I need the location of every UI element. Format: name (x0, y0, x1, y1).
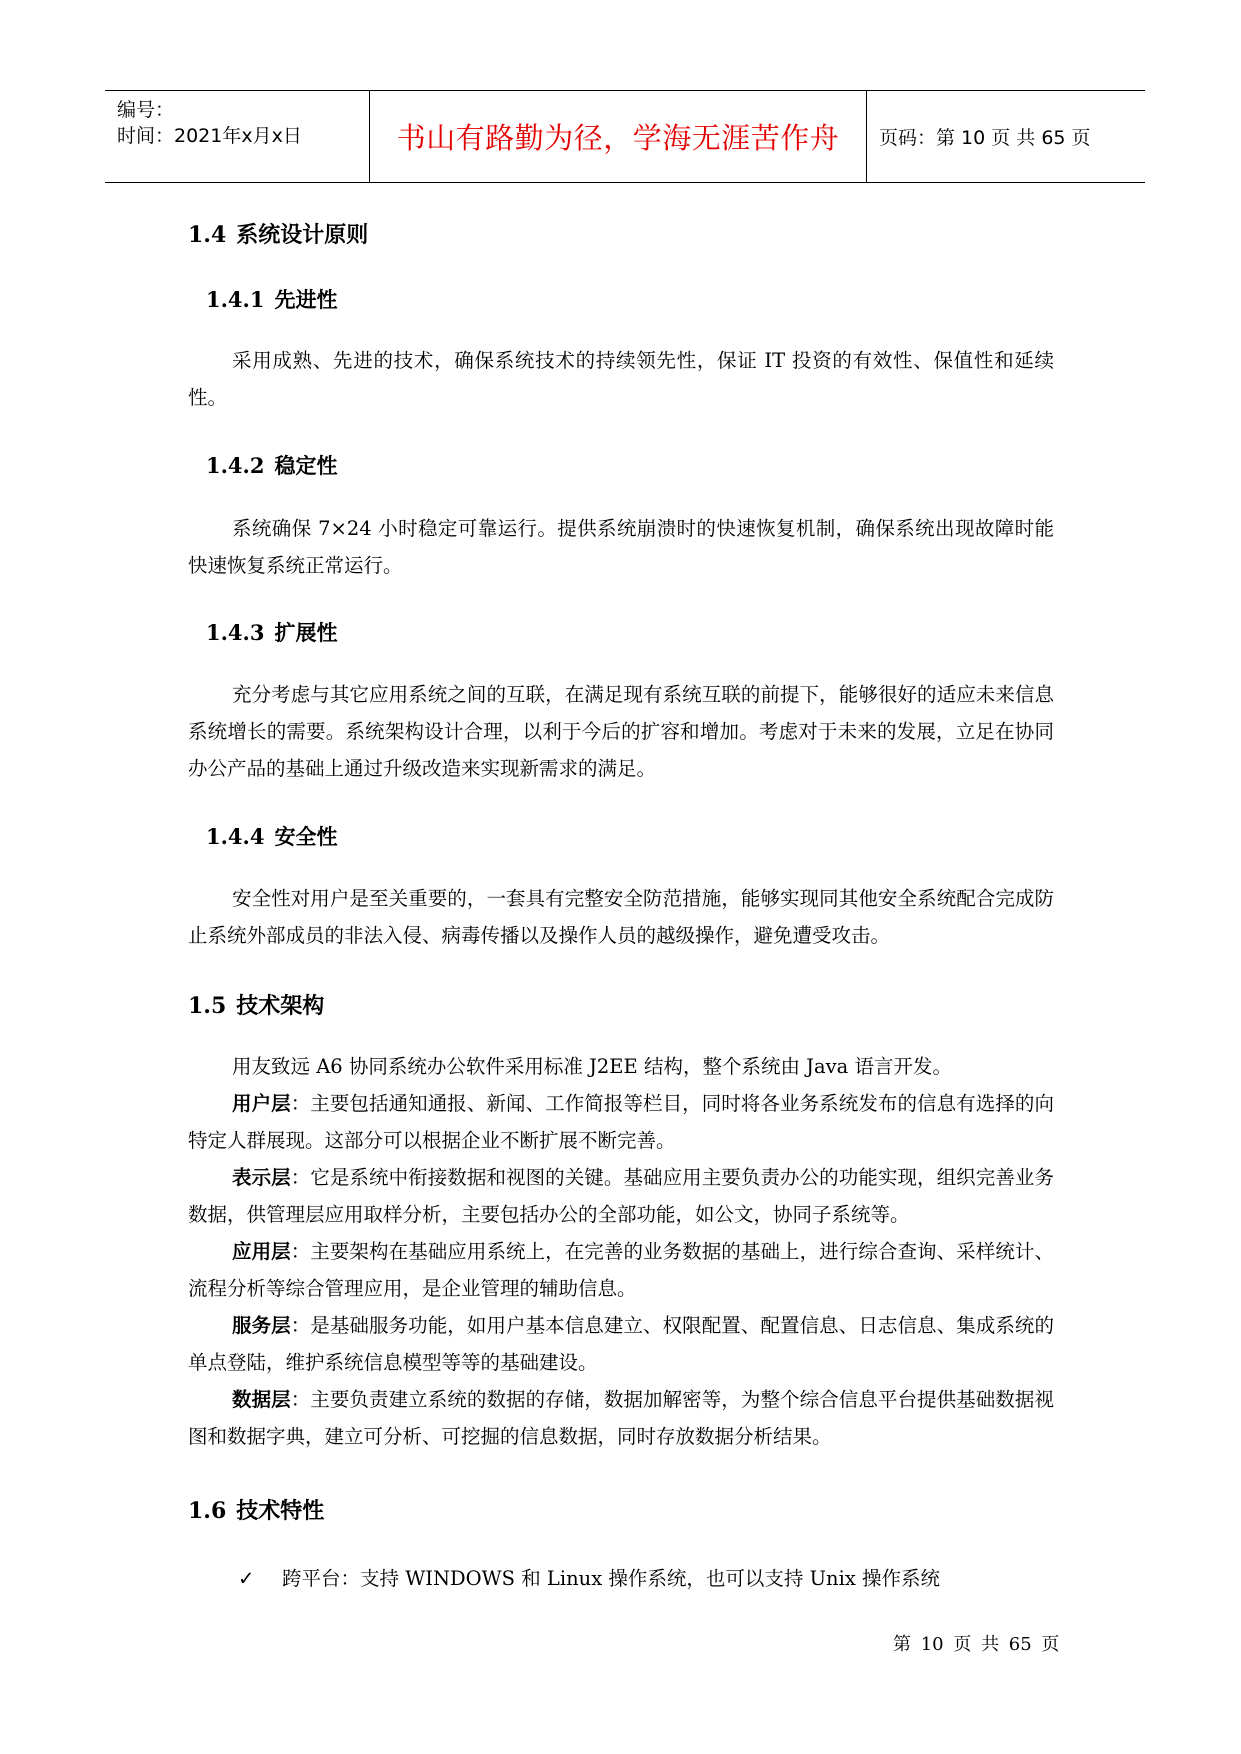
paragraph-service-layer (188, 1307, 1054, 1381)
heading-title: 安全性 (274, 825, 338, 849)
header-motto-cell (370, 91, 867, 182)
layer-name: 表示层 (232, 1166, 291, 1189)
header-time-label: 时间：2021年x月x日 (117, 125, 302, 147)
paragraph-data-layer (188, 1381, 1054, 1455)
header-number-label: 编号： (117, 99, 175, 121)
header-meta (105, 91, 370, 182)
layer-name: 服务层 (232, 1314, 291, 1337)
header-page-info: 页码：第 10 页 共 65 页 (879, 127, 1091, 149)
layer-description: ：主要架构在基础应用系统上，在完善的业务数据的基础上，进行综合查询、采样统计、流程分析等综合管理应用，是企业管理的辅助信息。 (188, 1240, 1054, 1300)
heading-title: 系统设计原则 (236, 223, 369, 248)
heading-1-5 (188, 989, 324, 1020)
heading-title: 稳定性 (274, 454, 338, 478)
paragraph-user-layer (188, 1085, 1054, 1159)
layer-description: ：是基础服务功能，如用户基本信息建立、权限配置、配置信息、日志信息、集成系统的单点登陆，维护系统信息模型等等的基础建设。 (188, 1314, 1054, 1374)
heading-1-4-1 (206, 284, 337, 314)
paragraph-application-layer (188, 1233, 1054, 1307)
paragraph-advanced: 采用成熟、先进的技术，确保系统技术的持续领先性，保证 IT 投资的有效性、保值性和延续性。 (188, 349, 1054, 409)
layer-name: 应用层 (232, 1240, 291, 1263)
paragraph-stability: 系统确保 7×24 小时稳定可靠运行。提供系统崩溃时的快速恢复机制，确保系统出现故障时能快速恢复系统正常运行。 (188, 517, 1054, 577)
list-item (238, 1563, 940, 1591)
heading-number: 1.4.2 (206, 453, 265, 478)
paragraph-security: 安全性对用户是至关重要的，一套具有完整安全防范措施，能够实现同其他安全系统配合完成防止系统外部成员的非法入侵、病毒传播以及操作人员的越级操作，避免遭受攻击。 (188, 887, 1054, 947)
heading-1-4 (188, 218, 368, 249)
layer-name: 数据层 (232, 1388, 291, 1411)
heading-1-6 (188, 1494, 324, 1525)
page-header (105, 90, 1145, 183)
heading-title: 先进性 (274, 288, 338, 312)
paragraph-presentation-layer (188, 1159, 1054, 1233)
layer-name: 用户层 (232, 1092, 291, 1115)
heading-number: 1.4.1 (206, 287, 265, 312)
header-motto: 书山有路勤为径，学海无涯苦作舟 (396, 121, 840, 155)
layer-description: ：主要包括通知通报、新闻、工作简报等栏目，同时将各业务系统发布的信息有选择的向特定人群展现。这部分可以根据企业不断扩展不断完善。 (188, 1092, 1054, 1152)
heading-1-4-4 (206, 821, 337, 851)
heading-number: 1.5 (188, 993, 227, 1019)
heading-1-4-2 (206, 450, 337, 480)
heading-number: 1.4.3 (206, 620, 265, 645)
heading-number: 1.4 (188, 222, 227, 248)
heading-number: 1.6 (188, 1498, 227, 1524)
paragraph-scalability: 充分考虑与其它应用系统之间的互联，在满足现有系统互联的前提下，能够很好的适应未来信息系统增长的需要。系统架构设计合理，以利于今后的扩容和增加。考虑对于未来的发展，立足在协同办公产品的基础上通过升级改造来实现新需求的满足。 (188, 683, 1054, 780)
heading-number: 1.4.4 (206, 824, 265, 849)
layer-description: ：它是系统中衔接数据和视图的关键。基础应用主要负责办公的功能实现，组织完善业务数据，供管理层应用取样分析，主要包括办公的全部功能，如公文，协同子系统等。 (188, 1166, 1054, 1226)
heading-title: 技术架构 (236, 994, 325, 1019)
page-footer: 第 10 页 共 65 页 (893, 1634, 1060, 1655)
heading-title: 技术特性 (236, 1499, 325, 1524)
heading-1-4-3 (206, 617, 337, 647)
list-item-text: 跨平台：支持 WINDOWS 和 Linux 操作系统，也可以支持 Unix 操作系统 (282, 1567, 941, 1590)
layer-description: ：主要负责建立系统的数据的存储，数据加解密等，为整个综合信息平台提供基础数据视图和数据字典，建立可分析、可挖掘的信息数据，同时存放数据分析结果。 (188, 1388, 1054, 1448)
heading-title: 扩展性 (274, 621, 338, 645)
checkmark-icon: ✓ (238, 1567, 255, 1590)
paragraph-architecture-intro: 用友致远 A6 协同系统办公软件采用标准 J2EE 结构，整个系统由 Java 语言开发。 (232, 1055, 952, 1078)
